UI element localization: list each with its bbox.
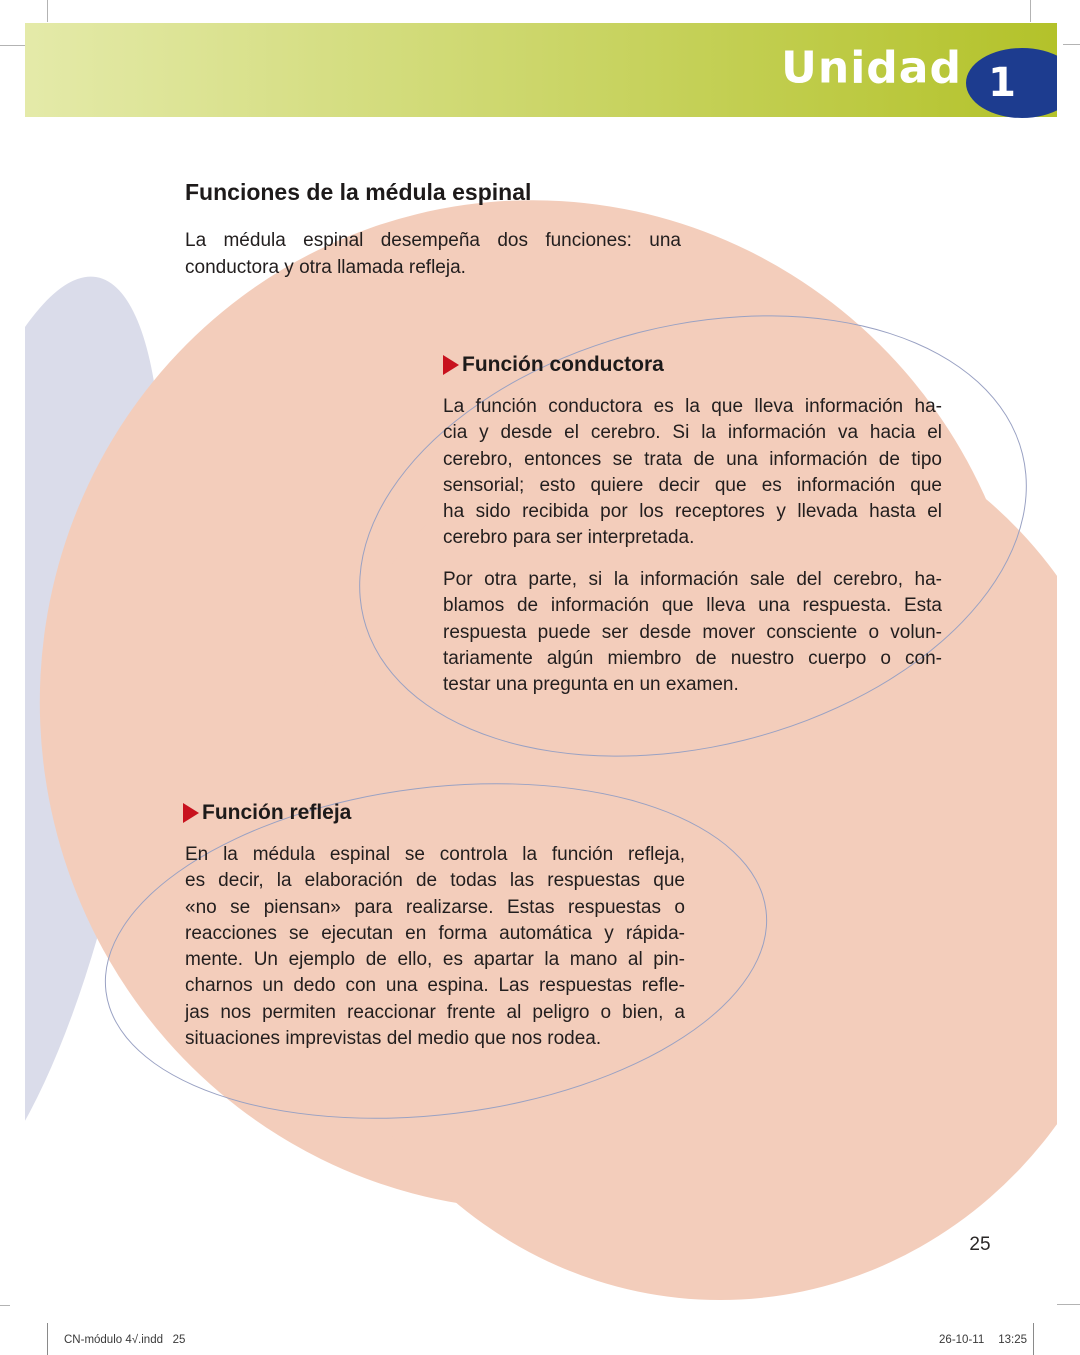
crop-mark-top-right-horizontal xyxy=(1063,44,1080,45)
refleja-paragraph: En la médula espinal se controla la función refleja, es decir, la elaboración de todas las respuestas que «no se piensan» para realizarse. Estas respuestas o reacciones se ejecutan en forma automática y rápida- mente. Un ejemplo de ello, es apartar la mano al pin- charnos un dedo con una espina. Las respuestas refle- jas nos permiten reaccionar frente al peligro o bien, a situaciones imprevistas del medio que nos rodea. xyxy=(185,844,685,1050)
triangle-bullet-icon xyxy=(443,355,459,375)
slug-mark-left xyxy=(47,1323,48,1355)
slug-mark-right xyxy=(1033,1323,1034,1355)
triangle-bullet-icon xyxy=(183,803,199,823)
conductora-paragraph-2: Por otra parte, si la información sale del cerebro, ha- blamos de información que lleva una respuesta. Esta respuesta puede ser desde mover consciente o volun- tariamente algún miembro de nuestro cuerpo o con- testar una pregunta en un examen. xyxy=(443,569,942,696)
unit-number-badge xyxy=(966,48,1057,118)
section-heading-refleja-label: Función refleja xyxy=(202,801,352,824)
intro-paragraph: La médula espinal desempeña dos funciones: una conductora y otra llamada refleja. xyxy=(185,230,681,278)
crop-mark-top-left-vertical xyxy=(47,0,48,22)
slug-date: 26-10-11 xyxy=(939,1334,985,1346)
slug-time: 13:25 xyxy=(998,1334,1027,1346)
section-heading-conductora xyxy=(443,353,664,377)
crop-mark-top-right-vertical xyxy=(1030,0,1031,22)
unit-banner xyxy=(25,23,1057,117)
unit-number: 1 xyxy=(988,60,1016,106)
slug-filename: CN-módulo 4√.indd 25 xyxy=(64,1334,186,1346)
slug-datetime xyxy=(939,1334,1027,1346)
unit-banner-label: Unidad xyxy=(781,42,962,94)
crop-mark-bottom-left-horizontal xyxy=(0,1305,10,1306)
crop-mark-bottom-right-horizontal xyxy=(1057,1304,1080,1305)
conductora-paragraph-1: La función conductora es la que lleva información ha- cia y desde el cerebro. Si la información va hacia el cerebro, entonces se trata de una información de tipo sensorial; esto quiere decir que es información que ha sido recibida por los receptores y llevada hasta el cerebro para ser interpretada. xyxy=(443,396,942,549)
section-heading-refleja xyxy=(183,801,351,825)
section-heading-conductora-label: Función conductora xyxy=(462,353,664,376)
page-title: Funciones de la médula espinal xyxy=(185,179,532,205)
page-number: 25 xyxy=(969,1234,991,1255)
crop-mark-top-left-horizontal xyxy=(0,45,27,46)
